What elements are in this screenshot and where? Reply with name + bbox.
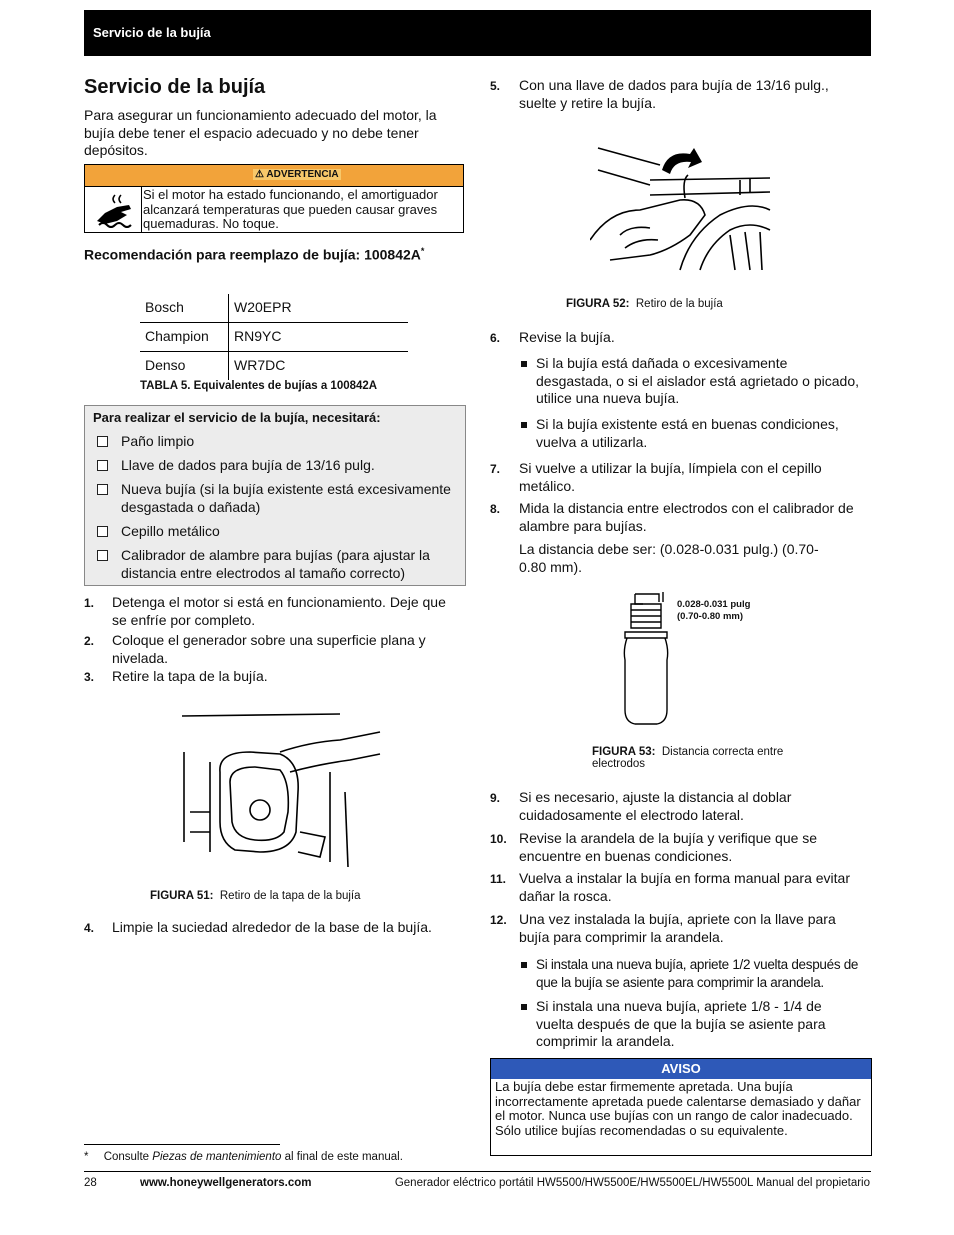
- step-text: Vuelva a instalar la bujía en forma manual para evitar dañar la rosca.: [519, 870, 850, 904]
- step-number: 7.: [490, 462, 501, 476]
- step-text: Una vez instalada la bujía, apriete con la llave para bujía para comprimir la arandela.: [519, 911, 836, 945]
- checkbox-icon: [97, 484, 108, 495]
- table-cell: WR7DC: [234, 357, 286, 373]
- step-text: Si es necesario, ajuste la distancia al doblar cuidadosamente el electrodo lateral.: [519, 789, 792, 823]
- bullet-square-icon: [521, 1004, 527, 1010]
- figure-label: FIGURA 53:: [592, 746, 656, 758]
- notice-box: [490, 1058, 872, 1156]
- figure-52-caption: [566, 298, 723, 310]
- bullet-square-icon: [521, 422, 527, 428]
- intro-paragraph: Para asegurar un funcionamiento adecuado del motor, la bujía debe tener el espacio adecuado y no debe tener depósitos.: [84, 107, 437, 158]
- table-cell: W20EPR: [234, 299, 292, 315]
- notice-text: La bujía debe estar firmemente apretada. Una bujía incorrectamente apretada puede calentarse demasiado y dañar el motor. Nunca use bujías con un rango de calor inadecuado. Sólo utilice bujías recomendadas o su equivalente.: [495, 1079, 861, 1138]
- step-number: 12.: [490, 913, 507, 927]
- step-text: Si vuelve a utilizar la bujía, límpiela con el cepillo metálico.: [519, 460, 822, 494]
- table-cell: Champion: [145, 328, 209, 344]
- table-row: [140, 294, 408, 323]
- footer-manual-title: Generador eléctrico portátil HW5500/HW5500E/HW5500EL/HW5500L Manual del propietario: [394, 1177, 870, 1189]
- footnote-post: al final de este manual.: [284, 1151, 403, 1163]
- step-text: Detenga el motor si está en funcionamiento. Deje que se enfríe por completo.: [112, 594, 446, 628]
- checkbox-icon: [97, 436, 108, 447]
- table-row: [140, 352, 408, 380]
- figure-text: Retiro de la tapa de la bujía: [219, 890, 361, 902]
- gap-label-imperial: 0.028-0.031 pulg: [677, 599, 751, 610]
- notice-label: AVISO: [491, 1059, 871, 1079]
- warning-box: [84, 164, 464, 233]
- needs-title: Para realizar el servicio de la bujía, necesitará:: [93, 410, 381, 425]
- needs-item: Calibrador de alambre para bujías (para ajustar la distancia entre electrodos al tamaño correcto): [121, 547, 430, 581]
- bullet-text: Si la bujía está dañada o excesivamente desgastada, o si el aislador está agrietado o picado, utilice una nueva bujía.: [536, 355, 859, 406]
- bullet-square-icon: [521, 361, 527, 367]
- equivalents-table: [140, 294, 408, 380]
- table-cell: Bosch: [145, 299, 184, 315]
- step-number: 5.: [490, 79, 501, 93]
- section-header-title: Servicio de la bujía: [93, 25, 211, 40]
- gap-label-metric: (0.70-0.80 mm): [677, 611, 744, 622]
- checkbox-icon: [97, 526, 108, 537]
- step-number: 6.: [490, 331, 501, 345]
- step-text: Con una llave de dados para bujía de 13/16 pulg., suelte y retire la bujía.: [519, 77, 829, 111]
- warning-text: Si el motor ha estado funcionando, el amortiguador alcanzará temperaturas que pueden causar graves quemaduras. No toque.: [143, 187, 438, 231]
- figure-text: Retiro de la bujía: [635, 298, 723, 310]
- figure-text: Distancia correcta entre electrodos: [592, 746, 784, 770]
- recommendation: [84, 243, 424, 264]
- step-number: 8.: [490, 502, 501, 516]
- hot-surface-hand-icon: [85, 187, 142, 232]
- footnote: [84, 1151, 403, 1163]
- step-text: Mida la distancia entre electrodos con el calibrador de alambre para bujías.: [519, 500, 854, 534]
- bullet-text: Si la bujía existente está en buenas condiciones, vuelva a utilizarla.: [536, 416, 839, 450]
- bullet-text: Si instala una nueva bujía, apriete 1/8 - 1/4 de vuelta después de que la bujía se asiente para comprimir la arandela.: [536, 998, 826, 1049]
- footer-rule: [84, 1171, 871, 1172]
- gap-text: La distancia debe ser: (0.028-0.031 pulg.) (0.70-0.80 mm).: [519, 541, 819, 575]
- footnote-pre: Consulte: [103, 1151, 150, 1163]
- section-header-bar: [84, 10, 871, 56]
- recommendation-text: Recomendación para reemplazo de bujía: 100842A: [84, 246, 421, 263]
- step-number: 11.: [490, 872, 507, 886]
- needs-item: Cepillo metálico: [121, 523, 220, 539]
- step-number: 1.: [84, 596, 95, 610]
- needs-item: Nueva bujía (si la bujía existente está excesivamente desgastada o dañada): [121, 481, 451, 515]
- footer-url: www.honeywellgenerators.com: [140, 1177, 312, 1189]
- step-text: Limpie la suciedad alrededor de la base de la bujía.: [112, 919, 432, 935]
- step-number: 2.: [84, 634, 95, 648]
- step-number: 9.: [490, 791, 501, 805]
- step-text: Revise la bujía.: [519, 329, 615, 345]
- step-text: Coloque el generador sobre una superficie plana y nivelada.: [112, 632, 426, 666]
- warning-label: ⚠ ADVERTENCIA: [255, 169, 339, 180]
- needs-item: Llave de dados para bujía de 13/16 pulg.: [121, 457, 375, 473]
- step-number: 10.: [490, 832, 507, 846]
- page-title: Servicio de la bujía: [84, 76, 266, 98]
- table-caption: TABLA 5. Equivalentes de bujías a 100842A: [140, 380, 378, 392]
- needs-box: [84, 405, 466, 586]
- checkbox-icon: [97, 460, 108, 471]
- bullet-text: Si instala una nueva bujía, apriete 1/2 vuelta después de que la bujía se asiente para comprimir la arandela.: [536, 957, 859, 990]
- gap-label: [677, 599, 750, 623]
- footnote-rule: [84, 1144, 280, 1145]
- recommendation-mark: *: [420, 246, 425, 256]
- checkbox-icon: [97, 550, 108, 561]
- figure-label: FIGURA 52:: [566, 298, 630, 310]
- needs-item: Paño limpio: [121, 433, 195, 449]
- figure-53-illustration: [615, 590, 675, 740]
- figure-51-caption: [150, 890, 361, 902]
- step-text: Revise la arandela de la bujía y verifique que se encuentre en buenas condiciones.: [519, 830, 818, 864]
- step-number: 3.: [84, 670, 95, 684]
- bullet-square-icon: [521, 962, 527, 968]
- footnote-mark: *: [84, 1151, 89, 1163]
- step-text: Retire la tapa de la bujía.: [112, 668, 268, 684]
- figure-52-illustration: [590, 140, 775, 275]
- figure-label: FIGURA 51:: [150, 890, 214, 902]
- figure-53-caption: [592, 746, 822, 770]
- figure-51-illustration: [180, 712, 385, 872]
- warning-bar: [85, 165, 463, 187]
- step-number: 4.: [84, 921, 95, 935]
- table-cell: Denso: [145, 357, 186, 373]
- table-row: [140, 323, 408, 352]
- page-number: 28: [84, 1177, 97, 1189]
- footnote-italic: Piezas de mantenimiento: [152, 1151, 282, 1163]
- table-cell: RN9YC: [234, 328, 282, 344]
